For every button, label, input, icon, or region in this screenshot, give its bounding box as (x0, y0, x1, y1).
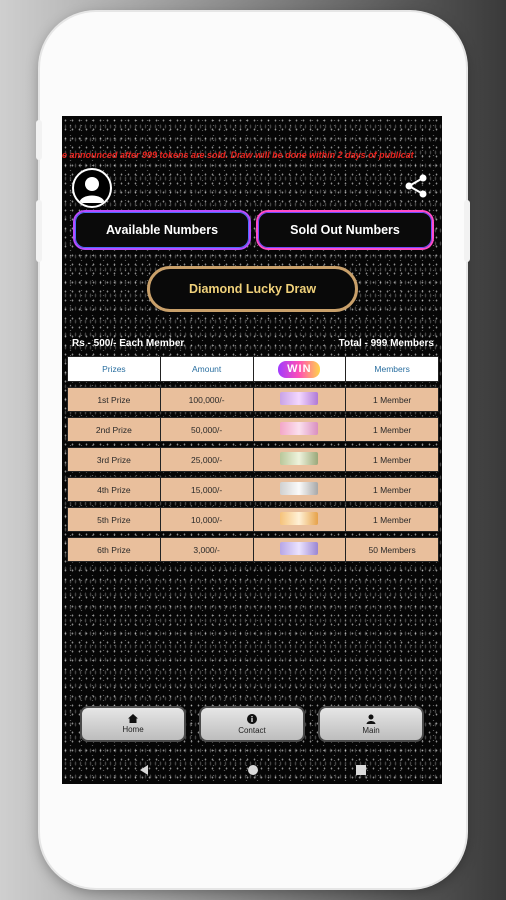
prize-image (253, 538, 346, 562)
header-prizes: Prizes (68, 357, 161, 382)
cash-notes-icon (280, 482, 318, 495)
prize-name: 3rd Prize (68, 448, 161, 472)
table-header-row (68, 357, 439, 382)
total-members: Total - 999 Members (338, 338, 434, 349)
prize-amount: 15,000/- (160, 478, 253, 502)
main-button[interactable] (318, 706, 424, 742)
main-label: Main (362, 725, 380, 735)
prize-members: 1 Member (346, 418, 439, 442)
prize-image (253, 478, 346, 502)
system-recents-icon[interactable] (355, 763, 367, 781)
win-logo-icon: WIN (278, 361, 320, 378)
prize-amount: 100,000/- (160, 388, 253, 412)
prize-members: 1 Member (346, 478, 439, 502)
table-row (68, 388, 439, 412)
person-icon (366, 714, 376, 726)
prize-name: 5th Prize (68, 508, 161, 532)
phone-side-button (464, 200, 470, 262)
cash-notes-icon (280, 542, 318, 555)
cash-notes-icon (280, 392, 318, 405)
header-members: Members (346, 357, 439, 382)
home-button[interactable] (80, 706, 186, 742)
prize-amount: 3,000/- (160, 538, 253, 562)
diamond-lucky-draw-button[interactable]: Diamond Lucky Draw (147, 266, 358, 312)
header-win (253, 357, 346, 382)
contact-button[interactable] (199, 706, 305, 742)
prize-table (67, 356, 439, 562)
table-row (68, 478, 439, 502)
prize-members: 1 Member (346, 508, 439, 532)
system-back-icon[interactable] (138, 763, 150, 781)
prize-name: 1st Prize (68, 388, 161, 412)
table-row (68, 538, 439, 562)
info-icon (247, 714, 257, 726)
table-row (68, 508, 439, 532)
home-icon (128, 714, 138, 725)
prize-image (253, 418, 346, 442)
share-icon[interactable] (402, 172, 430, 200)
cash-notes-icon (280, 512, 318, 525)
cash-notes-icon (280, 422, 318, 435)
cash-notes-icon (280, 452, 318, 465)
table-row (68, 448, 439, 472)
profile-avatar-icon[interactable] (72, 168, 112, 208)
sold-out-numbers-button[interactable]: Sold Out Numbers (256, 210, 434, 250)
table-row (68, 418, 439, 442)
prize-name: 6th Prize (68, 538, 161, 562)
system-navigation-bar (62, 759, 442, 781)
price-per-member: Rs - 500/- Each Member (72, 338, 185, 349)
contact-label: Contact (238, 725, 266, 735)
prize-amount: 10,000/- (160, 508, 253, 532)
phone-side-button (36, 200, 42, 262)
prize-name: 4th Prize (68, 478, 161, 502)
header-amount: Amount (160, 357, 253, 382)
available-numbers-button[interactable]: Available Numbers (73, 210, 251, 250)
prize-image (253, 508, 346, 532)
prize-amount: 25,000/- (160, 448, 253, 472)
prize-image (253, 448, 346, 472)
announcement-marquee: e announced after 999 tokens are sold. Draw will be done within 2 days of publicat (62, 150, 414, 160)
prize-image (253, 388, 346, 412)
prize-members: 1 Member (346, 388, 439, 412)
phone-side-button (36, 120, 42, 160)
prize-amount: 50,000/- (160, 418, 253, 442)
system-home-icon[interactable] (247, 763, 259, 781)
prize-name: 2nd Prize (68, 418, 161, 442)
home-label: Home (122, 725, 144, 734)
app-screen (62, 116, 442, 784)
prize-members: 50 Members (346, 538, 439, 562)
prize-members: 1 Member (346, 448, 439, 472)
